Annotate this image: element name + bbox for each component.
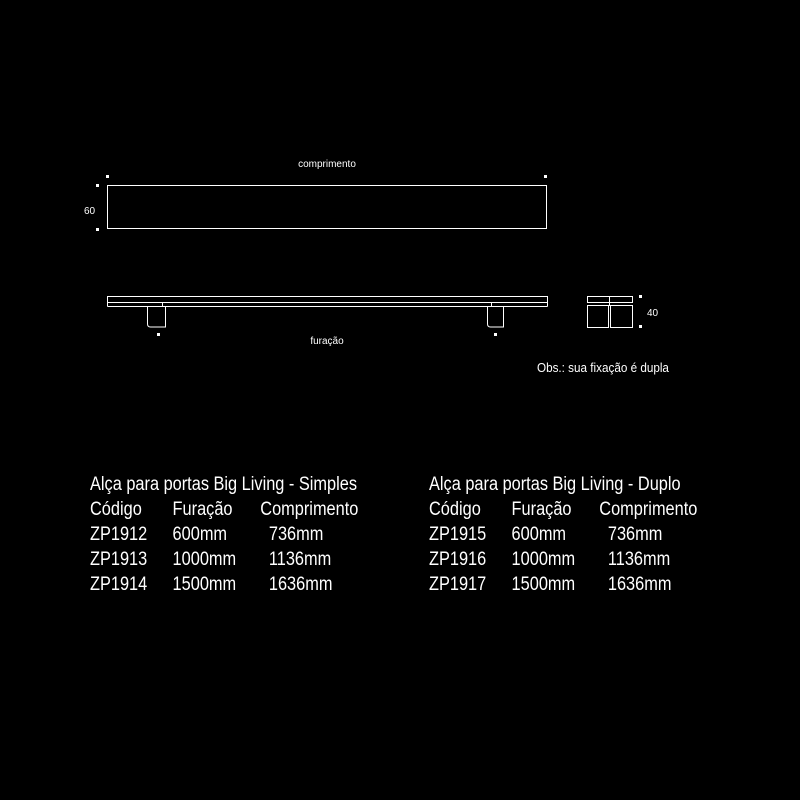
right-mount-foot bbox=[488, 307, 504, 328]
side-view-double bbox=[588, 297, 633, 328]
cell-length: 1636mm bbox=[607, 574, 672, 595]
fixing-note: Obs.: sua fixação é dupla bbox=[537, 360, 669, 376]
left-mount-foot bbox=[148, 307, 166, 328]
cell-code: ZP1916 bbox=[429, 549, 487, 570]
hole-spacing-label: furação bbox=[310, 336, 344, 347]
spec-header-row bbox=[429, 497, 697, 522]
cell-hole-spacing: 600mm bbox=[172, 524, 228, 545]
header-hole-spacing: Furação bbox=[511, 499, 572, 520]
depth-label: 40 bbox=[647, 308, 659, 319]
cell-code: ZP1912 bbox=[90, 524, 148, 545]
length-label: comprimento bbox=[298, 159, 356, 170]
cell-length: 736mm bbox=[268, 524, 324, 545]
table-row bbox=[90, 522, 358, 547]
front-view-handle bbox=[108, 297, 548, 328]
cell-hole-spacing: 600mm bbox=[511, 524, 567, 545]
table-row bbox=[429, 522, 697, 547]
cell-hole-spacing: 1500mm bbox=[511, 574, 576, 595]
spec-title: Alça para portas Big Living - Simples bbox=[90, 474, 358, 495]
spec-table-simples bbox=[90, 472, 358, 597]
height-label: 60 bbox=[84, 206, 96, 217]
spec-table-duplo bbox=[429, 472, 697, 597]
cell-code: ZP1917 bbox=[429, 574, 487, 595]
cell-length: 736mm bbox=[607, 524, 663, 545]
header-hole-spacing: Furação bbox=[172, 499, 233, 520]
cell-hole-spacing: 1500mm bbox=[172, 574, 237, 595]
table-row bbox=[90, 547, 358, 572]
spec-title: Alça para portas Big Living - Duplo bbox=[429, 474, 681, 495]
cell-hole-spacing: 1000mm bbox=[511, 549, 576, 570]
dimension-ticks bbox=[96, 175, 642, 336]
header-length: Comprimento bbox=[599, 499, 698, 520]
cell-length: 1136mm bbox=[268, 549, 332, 570]
top-view-handle bbox=[108, 186, 547, 229]
header-length: Comprimento bbox=[260, 499, 359, 520]
spec-header-row bbox=[90, 497, 358, 522]
table-row bbox=[429, 547, 697, 572]
cell-code: ZP1914 bbox=[90, 574, 148, 595]
cell-code: ZP1913 bbox=[90, 549, 148, 570]
table-row bbox=[429, 572, 697, 597]
cell-code: ZP1915 bbox=[429, 524, 487, 545]
cell-length: 1636mm bbox=[268, 574, 333, 595]
cell-length: 1136mm bbox=[607, 549, 671, 570]
header-code: Código bbox=[90, 499, 142, 520]
table-row bbox=[90, 572, 358, 597]
cell-hole-spacing: 1000mm bbox=[172, 549, 237, 570]
header-code: Código bbox=[429, 499, 481, 520]
